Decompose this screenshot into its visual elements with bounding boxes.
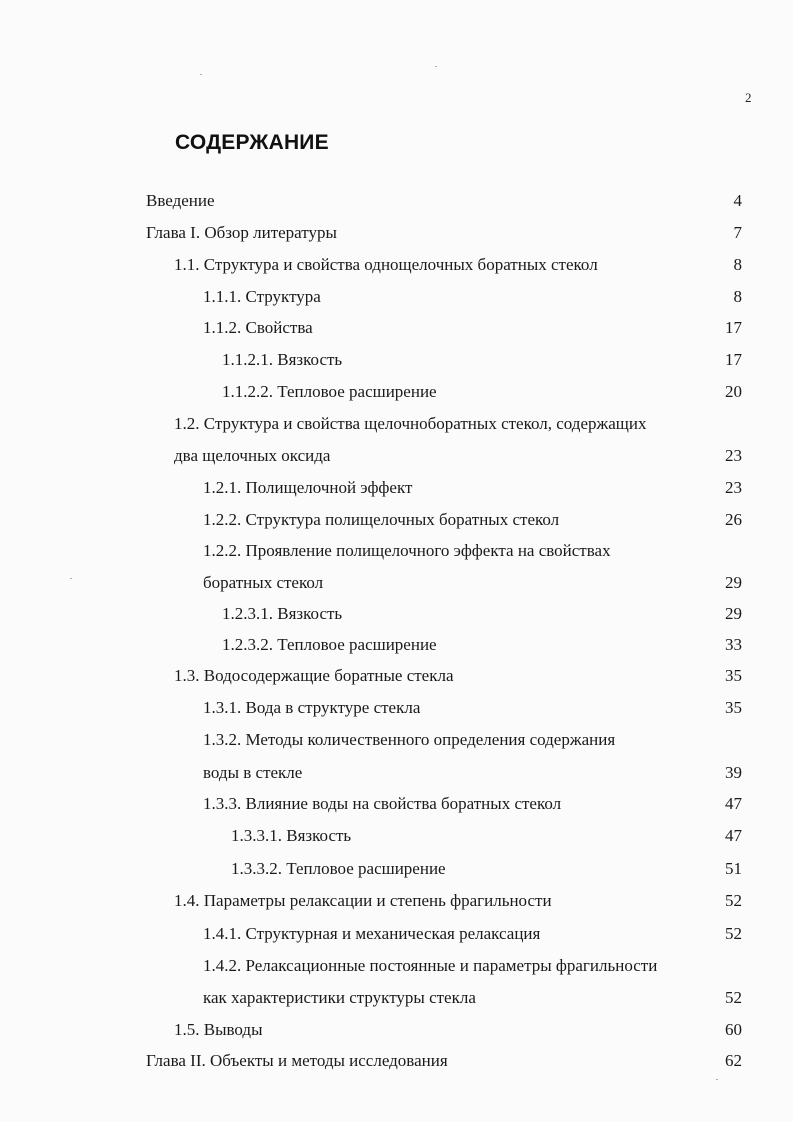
toc-entry-page: 47 [725, 826, 742, 845]
toc-entry-text: 1.2.1. Полищелочной эффект [203, 478, 413, 497]
toc-entry-text: 1.1. Структура и свойства однощелочных боратных стекол [174, 255, 598, 274]
toc-entry-text: 1.1.2.1. Вязкость [222, 350, 343, 369]
toc-entry-text: 1.2.3.1. Вязкость [222, 604, 343, 623]
toc-entry-page: 8 [733, 287, 742, 306]
toc-entry-text: 1.3.3.1. Вязкость [231, 826, 352, 845]
toc-entry-page: 23 [725, 478, 742, 497]
toc-entry-page: 52 [725, 891, 742, 910]
toc-entry-page: 35 [725, 698, 742, 717]
toc-entry-text: как характеристики структуры стекла [203, 988, 476, 1007]
scan-speck [435, 66, 437, 67]
toc-entry-page: 7 [733, 223, 742, 242]
toc-entry-page: 29 [725, 573, 742, 592]
toc-entry-page: 23 [725, 446, 742, 465]
toc-entry-page: 4 [733, 191, 742, 210]
toc-entry-page: 17 [725, 350, 742, 369]
toc-entry-page: 60 [725, 1020, 742, 1039]
toc-entry-text: 1.2.2. Структура полищелочных боратных стекол [203, 510, 560, 529]
toc-entry-text: 1.4. Параметры релаксации и степень фрагильности [174, 891, 552, 910]
toc-entry-text: 1.3.3.2. Тепловое расширение [231, 859, 446, 878]
toc-entry-page: 20 [725, 382, 742, 401]
toc-entry-page: 39 [725, 763, 742, 782]
toc-entry-page: 29 [725, 604, 742, 623]
toc-entry-text: 1.1.2.2. Тепловое расширение [222, 382, 437, 401]
toc-entry-text: 1.1.1. Структура [203, 287, 321, 306]
toc-entry-page: 17 [725, 318, 742, 337]
toc-entry-text: 1.4.1. Структурная и механическая релаксация [203, 924, 541, 943]
toc-entry-page: 26 [725, 510, 742, 529]
scan-speck [200, 74, 202, 75]
toc-entry-page: 52 [725, 988, 742, 1007]
toc-entry-text: 1.3.3. Влияние воды на свойства боратных стекол [203, 794, 562, 813]
toc-entry-page: 51 [725, 859, 742, 878]
toc-entry-page: 8 [733, 255, 742, 274]
toc-entry-page: 52 [725, 924, 742, 943]
toc-entry-text: боратных стекол [203, 573, 324, 592]
toc-entry-text: Глава I. Обзор литературы [146, 223, 337, 242]
page-title: СОДЕРЖАНИЕ [175, 131, 329, 154]
toc-entry-text: 1.3.2. Методы количественного определения содержания [203, 730, 616, 749]
toc-entry-text: 1.3. Водосодержащие боратные стекла [174, 666, 454, 685]
scan-speck [716, 1079, 718, 1080]
toc-entry-page: 62 [725, 1051, 742, 1070]
toc-entry-text: Глава II. Объекты и методы исследования [146, 1051, 448, 1070]
toc-entry-text: 1.5. Выводы [174, 1020, 263, 1039]
toc-entry-text: 1.1.2. Свойства [203, 318, 313, 337]
toc-entry-page: 33 [725, 635, 742, 654]
toc-entry-text: два щелочных оксида [174, 446, 331, 465]
page-number: 2 [745, 90, 752, 105]
toc-entry-page: 35 [725, 666, 742, 685]
toc-entry-text: 1.2. Структура и свойства щелочноборатных стекол, содержащих [174, 414, 647, 433]
toc-entry-text: воды в стекле [203, 763, 303, 782]
toc-entry-text: 1.2.2. Проявление полищелочного эффекта на свойствах [203, 541, 611, 560]
toc-entry-text: Введение [146, 191, 215, 210]
toc-entry-text: 1.3.1. Вода в структуре стекла [203, 698, 421, 717]
scan-speck [70, 578, 72, 579]
toc-entry-text: 1.4.2. Релаксационные постоянные и параметры фрагильности [203, 956, 658, 975]
toc-entry-text: 1.2.3.2. Тепловое расширение [222, 635, 437, 654]
toc-entry-page: 47 [725, 794, 742, 813]
